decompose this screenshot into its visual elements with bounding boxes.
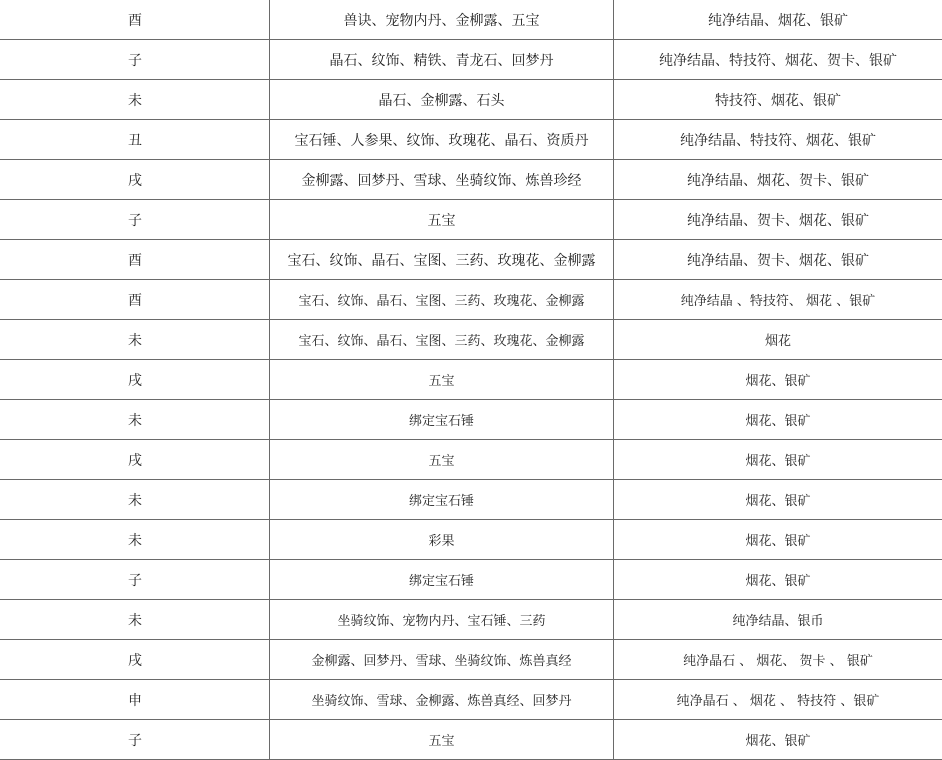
items-cell[interactable]: 绑定宝石锤 (270, 400, 614, 440)
items-cell[interactable]: 晶石、纹饰、精铁、青龙石、回梦丹 (270, 40, 614, 80)
table-row (1, 120, 942, 160)
items-cell[interactable]: 兽诀、宠物内丹、金柳露、五宝 (270, 0, 614, 40)
rewards-cell[interactable]: 烟花、银矿 (614, 360, 942, 400)
table-row (1, 200, 942, 240)
branch-cell[interactable]: 戌 (1, 160, 270, 200)
rewards-cell[interactable]: 纯净结晶、烟花、银矿 (614, 0, 942, 40)
items-cell[interactable]: 宝石、纹饰、晶石、宝图、三药、玫瑰花、金柳露 (270, 320, 614, 360)
rewards-cell[interactable]: 纯净晶石 、 烟花 、 特技符 、银矿 (614, 680, 942, 720)
rewards-cell[interactable]: 纯净晶石 、 烟花、 贺卡 、 银矿 (614, 640, 942, 680)
branch-cell[interactable]: 子 (1, 40, 270, 80)
branch-cell[interactable]: 未 (1, 480, 270, 520)
items-cell[interactable]: 绑定宝石锤 (270, 560, 614, 600)
table-row (1, 40, 942, 80)
table-row (1, 0, 942, 40)
branch-cell[interactable]: 未 (1, 600, 270, 640)
rewards-cell[interactable]: 纯净结晶、银币 (614, 600, 942, 640)
table-row (1, 440, 942, 480)
rewards-cell[interactable]: 烟花、银矿 (614, 440, 942, 480)
branch-cell[interactable]: 未 (1, 80, 270, 120)
rewards-cell[interactable]: 烟花 (614, 320, 942, 360)
branch-cell[interactable]: 子 (1, 200, 270, 240)
rewards-cell[interactable]: 烟花、银矿 (614, 720, 942, 760)
branch-cell[interactable]: 未 (1, 400, 270, 440)
rewards-cell[interactable]: 纯净结晶、贺卡、烟花、银矿 (614, 200, 942, 240)
table-row (1, 360, 942, 400)
rewards-cell[interactable]: 纯净结晶 、特技符、 烟花 、银矿 (614, 280, 942, 320)
table-row (1, 680, 942, 720)
table-row (1, 560, 942, 600)
rewards-cell[interactable]: 烟花、银矿 (614, 520, 942, 560)
items-cell[interactable]: 宝石、纹饰、晶石、宝图、三药、玫瑰花、金柳露 (270, 280, 614, 320)
branch-cell[interactable]: 戌 (1, 360, 270, 400)
items-cell[interactable]: 绑定宝石锤 (270, 480, 614, 520)
branch-cell[interactable]: 戌 (1, 440, 270, 480)
items-cell[interactable]: 宝石锤、人参果、纹饰、玫瑰花、晶石、资质丹 (270, 120, 614, 160)
items-cell[interactable]: 金柳露、回梦丹、雪球、坐骑纹饰、炼兽真经 (270, 640, 614, 680)
table-row (1, 320, 942, 360)
table-row (1, 720, 942, 760)
table-row (1, 80, 942, 120)
rewards-cell[interactable]: 特技符、烟花、银矿 (614, 80, 942, 120)
branch-cell[interactable]: 申 (1, 680, 270, 720)
rewards-cell[interactable]: 纯净结晶、特技符、烟花、贺卡、银矿 (614, 40, 942, 80)
branch-cell[interactable]: 未 (1, 320, 270, 360)
table-row (1, 520, 942, 560)
rewards-cell[interactable]: 烟花、银矿 (614, 400, 942, 440)
table-row (1, 480, 942, 520)
branch-cell[interactable]: 酉 (1, 0, 270, 40)
items-cell[interactable]: 五宝 (270, 360, 614, 400)
branch-cell[interactable]: 酉 (1, 240, 270, 280)
table-row (1, 240, 942, 280)
items-cell[interactable]: 坐骑纹饰、雪球、金柳露、炼兽真经、回梦丹 (270, 680, 614, 720)
items-cell[interactable]: 彩果 (270, 520, 614, 560)
items-cell[interactable]: 坐骑纹饰、宠物内丹、宝石锤、三药 (270, 600, 614, 640)
table-row (1, 600, 942, 640)
items-cell[interactable]: 五宝 (270, 200, 614, 240)
items-cell[interactable]: 五宝 (270, 440, 614, 480)
branch-cell[interactable]: 子 (1, 720, 270, 760)
items-cell[interactable]: 金柳露、回梦丹、雪球、坐骑纹饰、炼兽珍经 (270, 160, 614, 200)
branch-cell[interactable]: 未 (1, 520, 270, 560)
branch-cell[interactable]: 戌 (1, 640, 270, 680)
items-cell[interactable]: 晶石、金柳露、石头 (270, 80, 614, 120)
branch-cell[interactable]: 子 (1, 560, 270, 600)
rewards-cell[interactable]: 烟花、银矿 (614, 480, 942, 520)
rewards-cell[interactable]: 纯净结晶、烟花、贺卡、银矿 (614, 160, 942, 200)
table-row (1, 400, 942, 440)
table-body (1, 0, 942, 760)
table-row (1, 160, 942, 200)
branch-cell[interactable]: 丑 (1, 120, 270, 160)
items-cell[interactable]: 宝石、纹饰、晶石、宝图、三药、玫瑰花、金柳露 (270, 240, 614, 280)
items-cell[interactable]: 五宝 (270, 720, 614, 760)
rewards-cell[interactable]: 纯净结晶、贺卡、烟花、银矿 (614, 240, 942, 280)
rewards-cell[interactable]: 烟花、银矿 (614, 560, 942, 600)
table-row (1, 280, 942, 320)
rewards-cell[interactable]: 纯净结晶、特技符、烟花、银矿 (614, 120, 942, 160)
branch-cell[interactable]: 酉 (1, 280, 270, 320)
table-row (1, 640, 942, 680)
